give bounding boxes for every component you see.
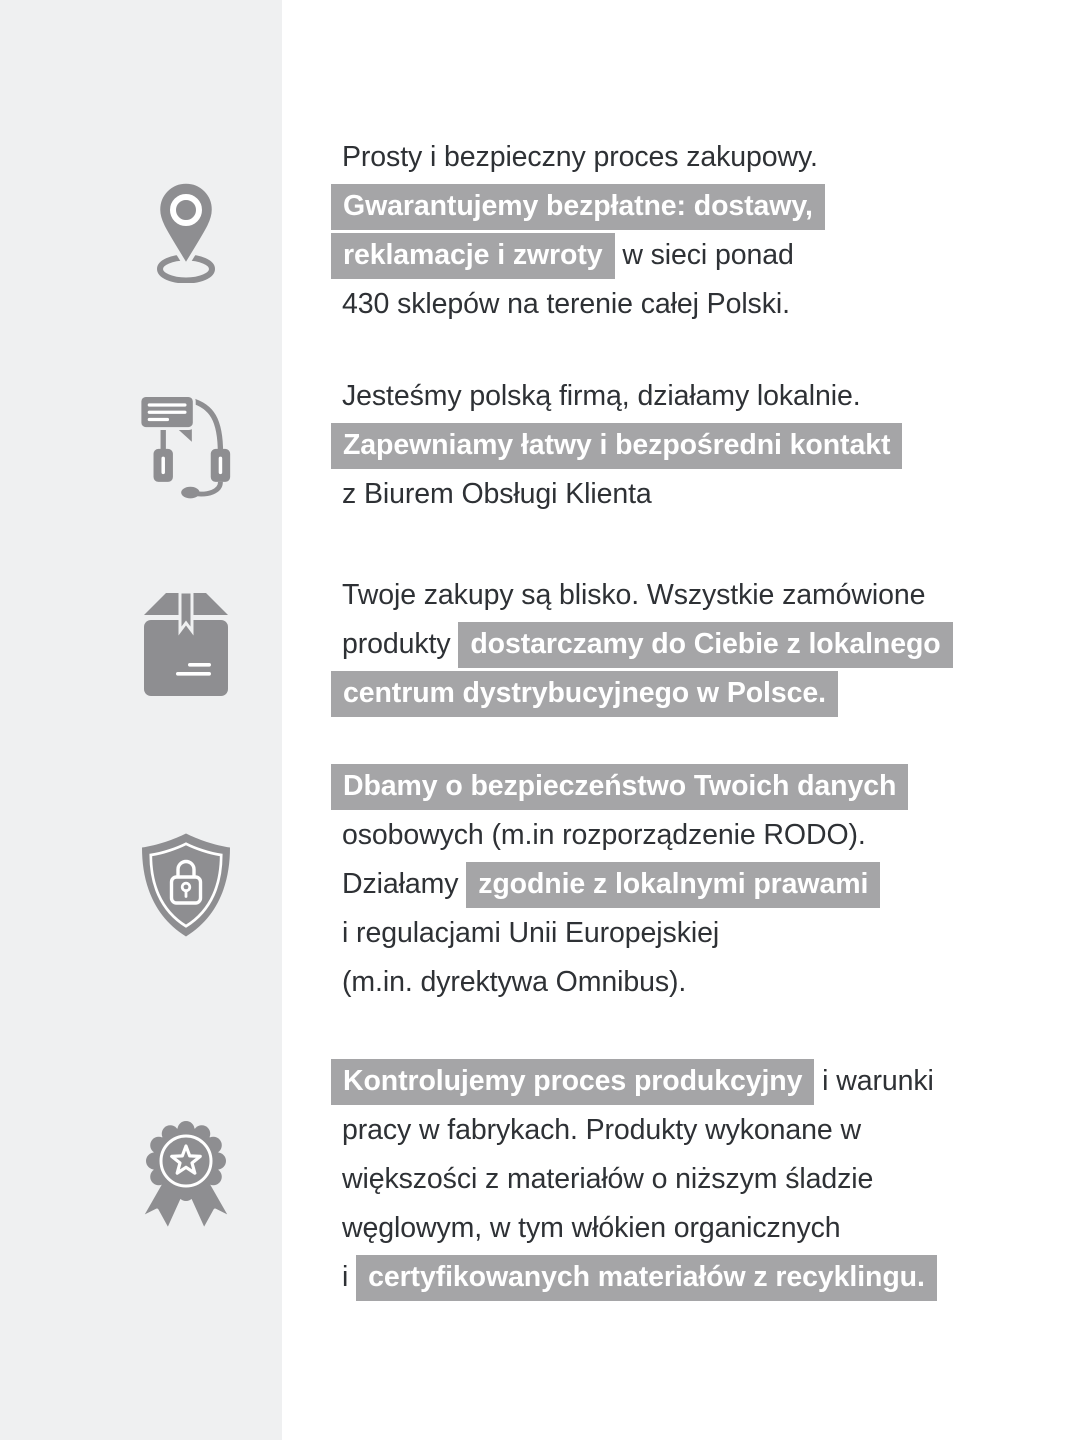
text-line — [331, 669, 953, 718]
feature-row — [0, 762, 1080, 1007]
feature-text — [331, 762, 908, 1007]
text-line — [331, 909, 908, 958]
headset-chat-icon — [138, 391, 235, 501]
text-segment: produkty — [342, 628, 459, 660]
text-segment: i regulacjami Unii Europejskiej — [342, 917, 720, 949]
icon-cell — [0, 831, 282, 939]
text-line — [331, 811, 908, 860]
feature-row — [0, 372, 1080, 519]
highlighted-text-segment: Zapewniamy łatwy i bezpośredni kontakt — [331, 423, 902, 469]
text-line — [331, 1155, 937, 1204]
icon-wrap — [138, 391, 235, 501]
text-line — [331, 958, 908, 1007]
text-line — [331, 571, 953, 620]
text-segment: węglowym, w tym włókien organicznych — [342, 1212, 841, 1244]
icon-cell — [0, 391, 282, 501]
shield-lock-icon — [136, 831, 236, 939]
package-icon — [144, 593, 228, 696]
text-line — [331, 182, 825, 231]
text-segment: pracy w fabrykach. Produkty wykonane w — [342, 1114, 861, 1146]
text-segment: Twoje zakupy są blisko. Wszystkie zamówione — [342, 579, 926, 611]
text-line — [331, 762, 908, 811]
text-line — [331, 620, 953, 669]
text-line — [331, 860, 908, 909]
highlighted-text-segment: zgodnie z lokalnymi prawami — [466, 862, 880, 908]
text-line — [331, 470, 902, 519]
feature-row — [0, 571, 1080, 718]
text-line — [331, 421, 902, 470]
text-line — [331, 1057, 937, 1106]
text-segment: i — [342, 1261, 357, 1293]
text-segment: i warunki — [814, 1065, 934, 1097]
text-segment: Jesteśmy polską firmą, działamy lokalnie. — [342, 380, 861, 412]
text-line — [331, 280, 825, 329]
text-line — [331, 1204, 937, 1253]
text-segment: z Biurem Obsługi Klienta — [342, 478, 652, 510]
text-line — [331, 1253, 937, 1302]
text-line — [331, 372, 902, 421]
feature-text — [331, 372, 902, 519]
feature-text — [331, 133, 825, 329]
text-segment: Działamy — [342, 868, 467, 900]
highlighted-text-segment: Kontrolujemy proces produkcyjny — [331, 1059, 814, 1105]
text-segment: większości z materiałów o niższym śladzie — [342, 1163, 874, 1195]
icon-cell — [0, 1120, 282, 1240]
text-line — [331, 231, 825, 280]
icon-wrap — [136, 831, 236, 939]
highlighted-text-segment: centrum dystrybucyjnego w Polsce. — [331, 671, 838, 717]
text-line — [331, 133, 825, 182]
icon-wrap — [131, 1120, 241, 1240]
text-segment: w sieci ponad — [614, 239, 794, 271]
highlighted-text-segment: dostarczamy do Ciebie z lokalnego — [458, 622, 952, 668]
feature-row — [0, 133, 1080, 329]
location-pin-icon — [148, 179, 224, 283]
feature-row — [0, 1057, 1080, 1302]
highlighted-text-segment: certyfikowanych materiałów z recyklingu. — [356, 1255, 937, 1301]
icon-wrap — [144, 593, 228, 696]
text-segment: osobowych (m.in rozporządzenie RODO). — [342, 819, 866, 851]
icon-cell — [0, 179, 282, 283]
highlighted-text-segment: Dbamy o bezpieczeństwo Twoich danych — [331, 764, 908, 810]
feature-text — [331, 1057, 937, 1302]
highlighted-text-segment: reklamacje i zwroty — [331, 233, 615, 279]
highlighted-text-segment: Gwarantujemy bezpłatne: dostawy, — [331, 184, 825, 230]
text-segment: Prosty i bezpieczny proces zakupowy. — [342, 141, 818, 173]
feature-list — [0, 133, 1080, 1302]
text-line — [331, 1106, 937, 1155]
icon-cell — [0, 593, 282, 696]
award-badge-icon — [131, 1120, 241, 1240]
icon-wrap — [148, 179, 224, 283]
text-segment: 430 sklepów na terenie całej Polski. — [342, 288, 790, 320]
feature-text — [331, 571, 953, 718]
text-segment: (m.in. dyrektywa Omnibus). — [342, 966, 687, 998]
